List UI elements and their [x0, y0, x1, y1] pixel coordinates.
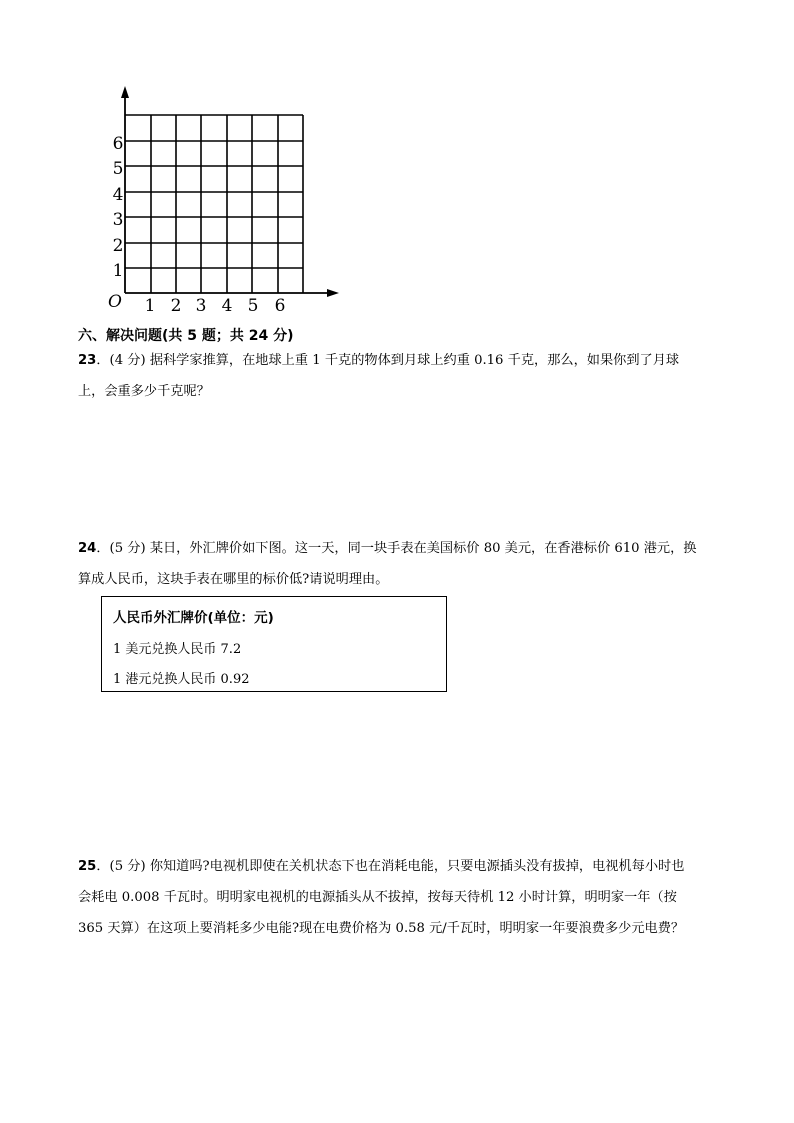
y-axis-arrow-icon: [121, 86, 129, 98]
y-tick-label: 2: [112, 236, 124, 256]
exchange-rate-table: [101, 596, 447, 692]
x-tick-label: 6: [274, 296, 286, 314]
x-tick-label: 4: [221, 296, 233, 314]
question-number: 25: [78, 859, 97, 874]
origin-label: O: [108, 292, 122, 312]
rate-table-row: 1 港元兑换人民币 0.92: [113, 672, 250, 687]
x-tick-label: 1: [144, 296, 156, 314]
y-tick-label: 5: [112, 159, 124, 179]
question-number: 23: [78, 353, 97, 368]
section-heading: 六、解决问题(共 5 题；共 24 分): [78, 328, 294, 344]
question-23: [78, 345, 754, 407]
y-tick-labels: [113, 134, 124, 281]
y-tick-label: 6: [112, 134, 124, 154]
question-line: [78, 345, 754, 376]
question-line: [78, 851, 754, 882]
y-tick-label: 4: [112, 185, 124, 205]
x-tick-label: 3: [195, 296, 207, 314]
question-line: [78, 533, 754, 564]
question-score: ．(5 分): [96, 859, 150, 874]
x-axis-arrow-icon: [327, 289, 339, 297]
question-score: ．(4 分): [96, 353, 150, 368]
x-tick-label: 5: [247, 296, 259, 314]
y-tick-label: 3: [112, 210, 124, 230]
question-24: [78, 533, 754, 595]
question-number: 24: [78, 541, 97, 556]
grid-lines: [125, 115, 303, 293]
rate-table-title: 人民币外汇牌价(单位：元): [113, 610, 274, 626]
question-line: 会耗电 0.008 千瓦时。明明家电视机的电源插头从不拔掉，按每天待机 12 小时计算，明明家一年（按: [78, 890, 677, 905]
question-text: 你知道吗?电视机即使在关机状态下也在消耗电能，只要电源插头没有拔掉，电视机每小时也: [149, 859, 685, 874]
rate-table-row: 1 美元兑换人民币 7.2: [113, 642, 242, 657]
question-line: 365 天算）在这项上要消耗多少电能?现在电费价格为 0.58 元/千瓦时，明明家一年要浪费多少元电费？: [78, 921, 685, 936]
question-text: 某日，外汇牌价如下图。这一天，同一块手表在美国标价 80 美元，在香港标价 610 港元，换: [149, 541, 697, 556]
coordinate-grid-figure: [100, 82, 350, 314]
x-tick-label: 2: [170, 296, 182, 314]
question-25: [78, 851, 754, 944]
y-tick-label: 1: [112, 261, 124, 281]
question-line: 上，会重多少千克呢？: [78, 384, 210, 399]
question-text: 据科学家推算，在地球上重 1 千克的物体到月球上约重 0.16 千克，那么，如果你到了月球: [149, 353, 680, 368]
question-score: ．(5 分): [96, 541, 150, 556]
x-tick-labels: [145, 296, 286, 314]
question-line: 算成人民币，这块手表在哪里的标价低?请说明理由。: [78, 572, 389, 587]
